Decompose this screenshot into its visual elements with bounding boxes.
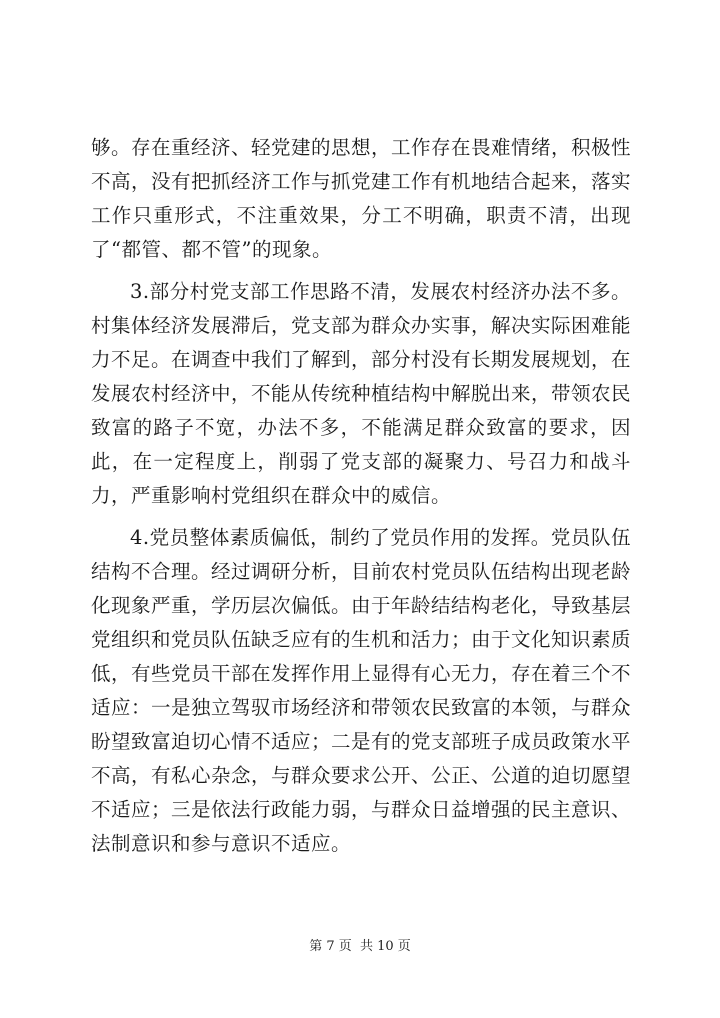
paragraph-continuation: 够。存在重经济、轻党建的思想，工作存在畏难情绪，积极性不高，没有把抓经济工作与抓党建工作有机地结合起来，落实工作只重形式，不注重效果，分工不明确，职责不清，出现了“都管、都不管”的现象。 <box>91 136 632 261</box>
page-number: 第 7 页 共 10 页 <box>309 939 411 954</box>
page-footer <box>0 938 720 956</box>
paragraph-point-4: 4.党员整体素质偏低，制约了党员作用的发挥。党员队伍结构不合理。经过调研分析，目前农村党员队伍结构出现老龄化现象严重，学历层次偏低。由于年龄结结构老化，导致基层党组织和党员队伍缺乏应有的生机和活力；由于文化知识素质低，有些党员干部在发挥作用上显得有心无力，存在着三个不适应：一是独立驾驭市场经济和带领农民致富的本领，与群众盼望致富迫切心情不适应；二是有的党支部班子成员政策水平不高，有私心杂念，与群众要求公开、公正、公道的迫切愿望不适应；三是依法行政能力弱，与群众日益增强的民主意识、法制意识和参与意识不适应。 <box>91 526 632 855</box>
document-body <box>91 131 631 861</box>
paragraph-point-3: 3.部分村党支部工作思路不清，发展农村经济办法不多。村集体经济发展滞后，党支部为群众办实事，解决实际困难能力不足。在调查中我们了解到，部分村没有长期发展规划，在发展农村经济中，不能从传统种植结构中解脱出来，带领农民致富的路子不宽，办法不多，不能满足群众致富的要求，因此，在一定程度上，削弱了党支部的凝聚力、号召力和战斗力，严重影响村党组织在群众中的威信。 <box>91 280 632 507</box>
